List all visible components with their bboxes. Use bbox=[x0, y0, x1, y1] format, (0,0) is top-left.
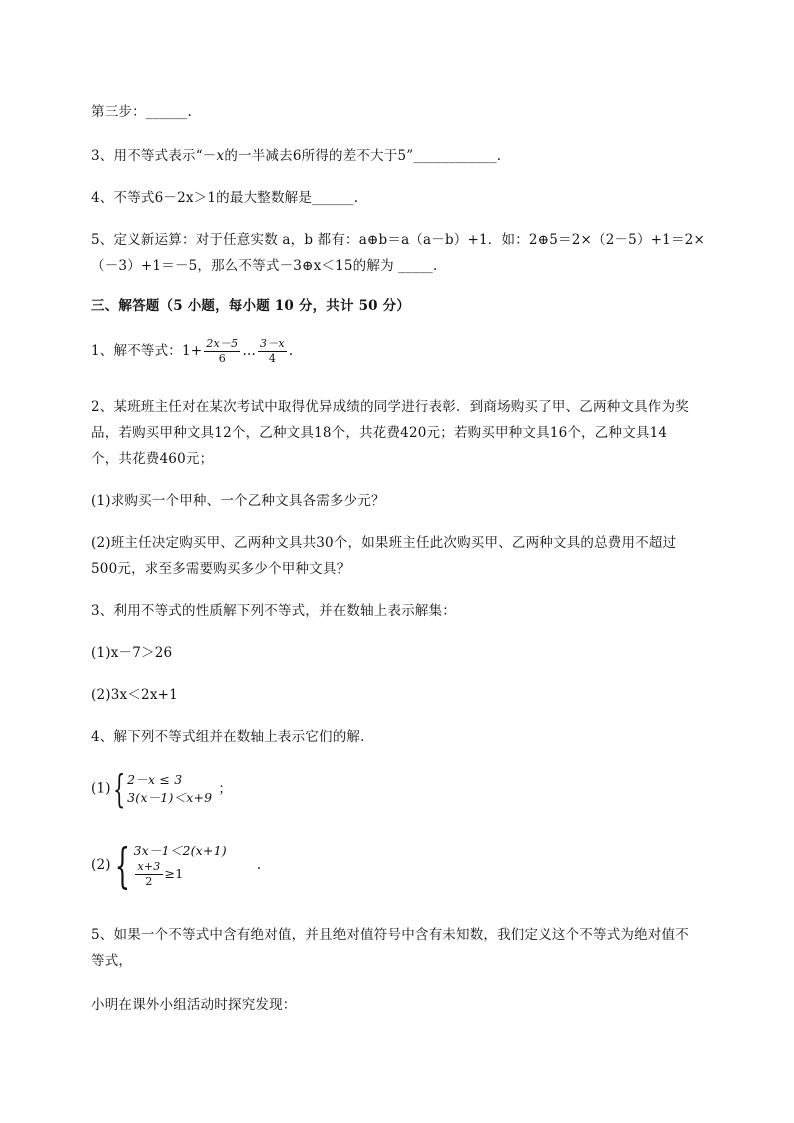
q1-frac1-num: 2x－5 bbox=[206, 337, 239, 350]
solve-q1 bbox=[91, 337, 293, 366]
q3-var: x bbox=[216, 148, 225, 164]
q4-p2-end: . bbox=[256, 857, 262, 873]
q1-prefix: 1、解不等式：1+ bbox=[91, 343, 203, 359]
q4-p2-frac-num: x+3 bbox=[137, 860, 161, 873]
solve-q5-line1: 5、如果一个不等式中含有绝对值，并且绝对值符号中含有未知数，我们定义这个不等式为绝对值不 bbox=[91, 927, 689, 943]
section-heading: 三、解答题（5 小题，每小题 10 分，共计 50 分） bbox=[91, 298, 411, 314]
q4-p1-eq2: 3(x－1)＜x+9 bbox=[127, 790, 213, 805]
q3-text-b: 的一半减去6所得的差不大于5”____________. bbox=[224, 148, 502, 164]
question-fill-3 bbox=[91, 144, 501, 164]
question-fill-4: 4、不等式6－2x＞1的最大整数解是______. bbox=[91, 190, 359, 206]
q1-frac2-num: 3－x bbox=[260, 337, 285, 350]
q4-p2-label: (2) bbox=[91, 857, 111, 873]
question-fill-5-line1: 5、定义新运算：对于任意实数 a，b 都有：a⊕b＝a（a－b）+1．如：2⊕5＝2×（2－5）+1＝2× bbox=[91, 232, 705, 248]
q4-p2-eq1: 3x－1＜2(x+1) bbox=[133, 843, 227, 858]
solve-q4: 4、解下列不等式组并在数轴上表示它们的解． bbox=[91, 729, 374, 745]
q4-p2-fraction bbox=[135, 860, 162, 889]
solve-q2-part1: (1)求购买一个甲种、一个乙种文具各需多少元？ bbox=[91, 493, 385, 509]
q4-p1-system bbox=[127, 771, 212, 807]
q1-frac1-den: 6 bbox=[218, 352, 226, 365]
q1-frac2-den: 4 bbox=[268, 352, 277, 365]
solve-q3-part2: (2)3x＜2x+1 bbox=[91, 687, 178, 703]
q4-p2-frac-den: 2 bbox=[145, 875, 153, 888]
solve-q5-line3: 小明在课外小组活动时探究发现： bbox=[91, 997, 297, 1013]
left-brace-icon: { bbox=[114, 837, 130, 894]
q1-fraction-1 bbox=[204, 337, 240, 366]
solve-q3-part1: (1)x－7＞26 bbox=[91, 645, 173, 661]
solve-q4-part1 bbox=[91, 767, 233, 811]
q4-p1-end: ； bbox=[218, 780, 233, 797]
q4-p2-ge: ≥1 bbox=[164, 866, 184, 881]
solve-q4-part2 bbox=[91, 837, 262, 894]
q4-p1-eq1: 2－x ≤ 3 bbox=[127, 772, 183, 787]
q4-p2-system bbox=[133, 842, 226, 889]
solve-q2-line1: 2、某班班主任对在某次考试中取得优异成绩的同学进行表彰．到商场购买了甲、乙两种文具作为奖 bbox=[91, 399, 689, 415]
solve-q3: 3、利用不等式的性质解下列不等式，并在数轴上表示解集： bbox=[91, 603, 456, 619]
solve-q5-line2: 等式， bbox=[91, 953, 133, 969]
left-brace-icon: { bbox=[112, 767, 126, 811]
q1-mid: … bbox=[242, 343, 257, 359]
q4-p1-label: (1) bbox=[91, 780, 111, 797]
solve-q2-part2-line1: (2)班主任决定购买甲、乙两种文具共30个，如果班主任此次购买甲、乙两种文具的总费用不超过 bbox=[91, 535, 677, 551]
q3-text-a: 3、用不等式表示“－ bbox=[91, 148, 217, 164]
blank-step3: 第三步：______. bbox=[91, 104, 192, 120]
solve-q2-part2-line2: 500元，求至多需要购买多少个甲种文具？ bbox=[91, 561, 351, 577]
question-fill-5-line2: （－3）+1＝－5，那么不等式－3⊕x＜15的解为 _____. bbox=[91, 258, 438, 274]
q1-fraction-2 bbox=[258, 337, 287, 366]
q1-end: . bbox=[288, 343, 294, 359]
solve-q2-line3: 个，共花费460元； bbox=[91, 451, 214, 467]
solve-q2-line2: 品，若购买甲种文具12个，乙种文具18个，共花费420元；若购买甲种文具16个，乙种文具14 bbox=[91, 425, 668, 441]
